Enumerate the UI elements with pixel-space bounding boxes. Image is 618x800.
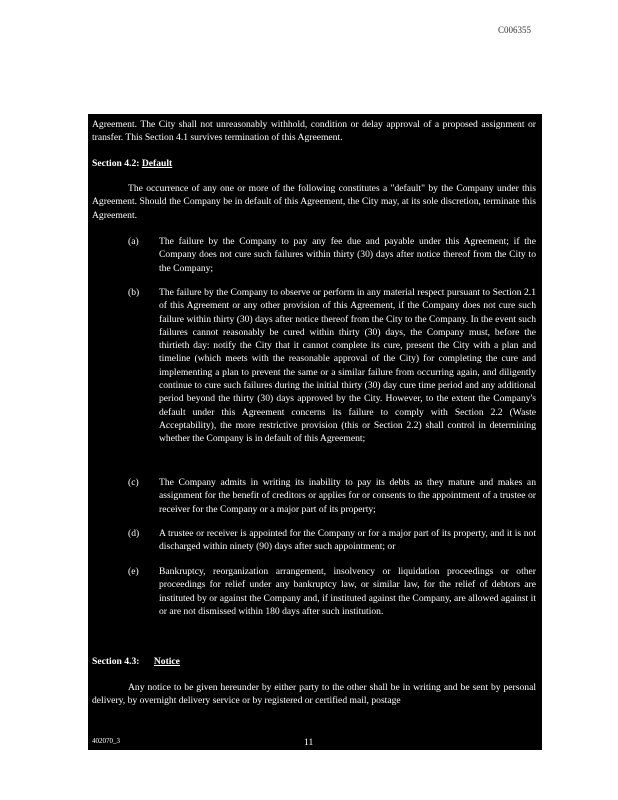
bates-number: C006355 [498, 25, 532, 35]
item-label: (d) [128, 528, 140, 539]
item-text: The Company admits in writing its inability to pay its debts as they mature and makes an assignment for the benefit of creditors or applies for or consents to the appointment of a trustee or receiver for the Company or a major part of its property; [159, 477, 536, 515]
section-4-2-body: The occurrence of any one or more of the following constitutes a "default" by the Company under this Agreement. Should the Company be in default of this Agreement, the City may, at its sole discretion, terminate this Agreement. [92, 183, 536, 221]
default-item-b [92, 286, 536, 446]
default-item-c [92, 476, 536, 516]
default-item-e [92, 565, 536, 618]
item-text: A trustee or receiver is appointed for the Company or for a major part of its property, and it is not discharged within ninety (90) days after such appointment; or [159, 528, 536, 553]
item-text: The failure by the Company to observe or perform in any material respect pursuant to Section 2.1 of this Agreement or any other provision of this Agreement, if the Company does not cure such failure within thirty (30) days after notice thereof from the City to the Company. In the event such failures cannot reasonably be cured within thirty (30) days, the Company must, before the thirtieth day: notify the City that it cannot complete its cure, present the City with a plan and timeline (which meets with the reasonable approval of the City) for completing the cure and implementing a plan to prevent the same or a similar failure from occurring again, and diligently continue to cure such failures during the initial thirty (30) day cure time period and any additional period beyond the thirty (30) days approved by the City. However, to the extent the Company's default under this Agreement concerns its failure to comply with Section 2.2 (Waste Acceptability), the more restrictive provision (this or Section 2.2) shall control in determining whether the Company is in default of this Agreement; [159, 287, 536, 445]
document-page [88, 114, 542, 750]
item-text: Bankruptcy, reorganization arrangement, insolvency or liquidation proceedings or other proceedings for relief under any bankruptcy law, or similar law, for the relief of debtors are instituted by or against the Company and, if instituted against the Company, are allowed against it or are not dismissed within 180 days after such institution. [159, 566, 536, 617]
default-item-d [92, 527, 536, 554]
section-4-3-body: Any notice to be given hereunder by either party to the other shall be in writing and be sent by personal delivery, by overnight delivery service or by registered or certified mail, postage [92, 682, 536, 707]
default-item-a [92, 235, 536, 275]
item-label: (a) [128, 236, 139, 247]
item-label: (b) [128, 287, 140, 298]
footer-page-number: 11 [304, 736, 314, 748]
section-4-3-label: Section 4.3: [92, 656, 140, 667]
item-text: The failure by the Company to pay any fee due and payable under this Agreement; if the Company does not cure such failures within thirty (30) days after notice thereof from the City to the Company; [159, 236, 536, 274]
section-4-3-heading [92, 655, 180, 668]
footer-doc-id: 402070_3 [92, 736, 120, 745]
section-4-2-label: Section 4.2: [92, 158, 140, 169]
item-label: (c) [128, 477, 139, 488]
intro-paragraph: Agreement. The City shall not unreasonably withhold, condition or delay approval of a proposed assignment or transfer. This Section 4.1 survives termination of this Agreement. [92, 119, 536, 144]
section-4-3-title: Notice [153, 656, 180, 667]
item-label: (e) [128, 566, 139, 577]
section-4-2-title: Default [141, 158, 173, 169]
section-4-2-heading [92, 157, 172, 170]
